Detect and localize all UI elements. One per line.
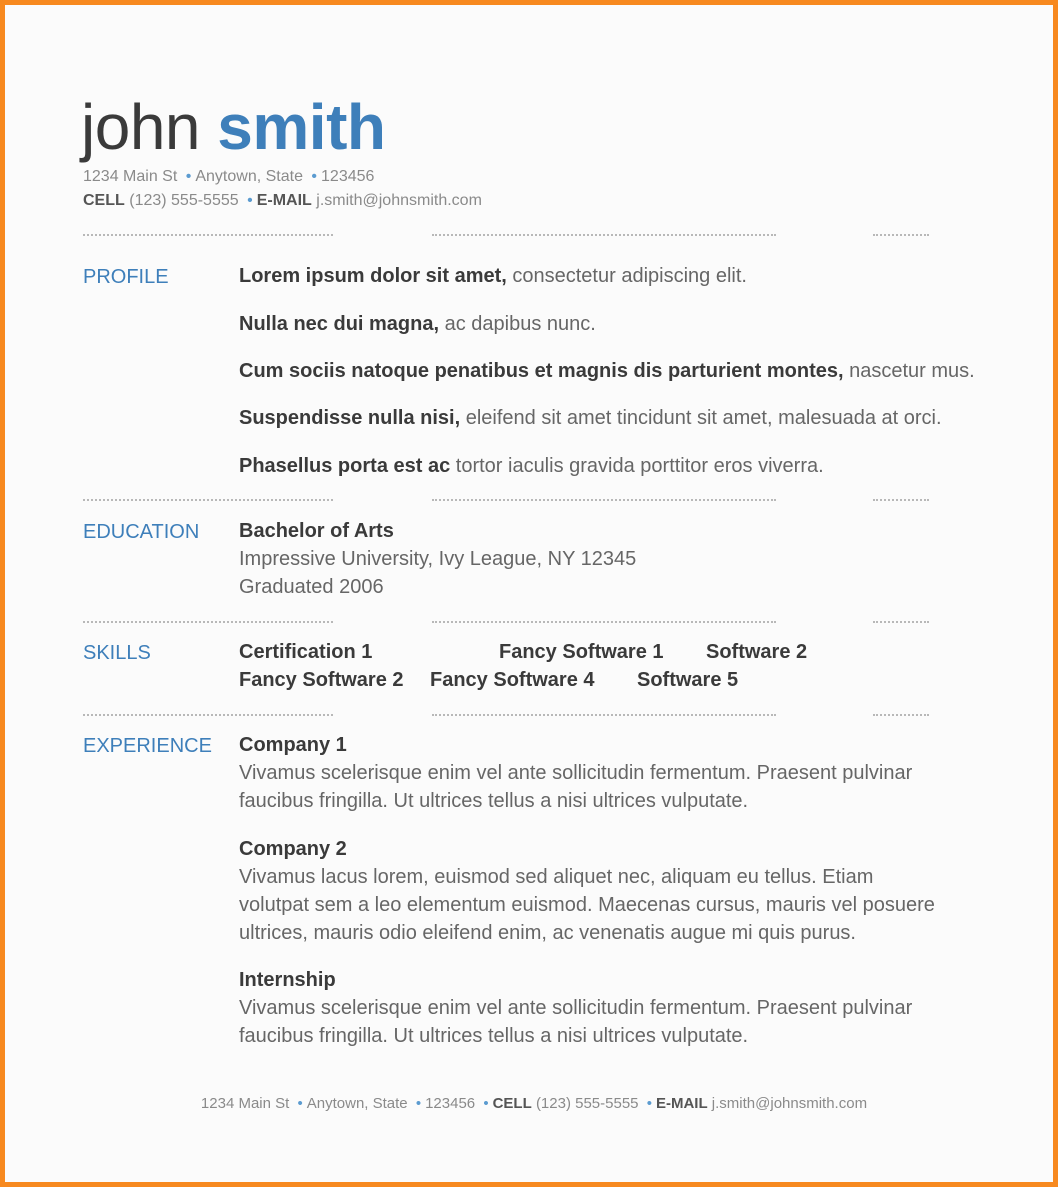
email-address: j.smith@johnsmith.com [316, 192, 482, 209]
footer-contact: 1234 Main St • Anytown, State • 123456 • CELL (123) 555-5555 • E-MAIL j.smith@johnsmith.com [200, 1095, 868, 1112]
email-label: E-MAIL [256, 192, 312, 209]
section-divider [83, 234, 929, 236]
skill-item: Software 2 [706, 641, 808, 663]
profile-item: Cum sociis natoque penatibus et magnis dis parturient montes, nascetur mus. [239, 360, 975, 382]
job-description-line: ultrices, mauris odio eleifend enim, ac venenatis augue mi quis purus. [239, 922, 856, 944]
experience-heading: EXPERIENCE [83, 735, 212, 757]
address: 1234 Main St [83, 168, 178, 185]
skill-item: Certification 1 [239, 641, 373, 663]
cell-number: (123) 555-5555 [129, 192, 239, 209]
job-company: Internship [239, 969, 336, 991]
job-company: Company 1 [239, 734, 347, 756]
job-description-line: faucibus fringilla. Ut ultrices tellus a nisi ultrices vulputate. [239, 1025, 749, 1047]
section-divider [83, 621, 929, 623]
education-degree: Bachelor of Arts [239, 520, 394, 542]
job-description-line: Vivamus scelerisque enim vel ante sollicitudin fermentum. Praesent pulvinar [239, 762, 913, 784]
job-description-line: faucibus fringilla. Ut ultrices tellus a nisi ultrices vulputate. [239, 790, 749, 812]
education-graduated: Graduated 2006 [239, 576, 384, 598]
section-divider [83, 714, 929, 716]
job-description-line: volutpat sem a leo elementum euismod. Maecenas cursus, mauris vel posuere [239, 894, 935, 916]
candidate-name [81, 87, 385, 167]
education-school: Impressive University, Ivy League, NY 12345 [239, 548, 637, 570]
last-name: smith [217, 91, 386, 163]
profile-item: Nulla nec dui magna, ac dapibus nunc. [239, 313, 596, 335]
profile-item: Lorem ipsum dolor sit amet, consectetur adipiscing elit. [239, 265, 747, 287]
skills-heading: SKILLS [83, 642, 151, 664]
zip: 123456 [321, 168, 375, 185]
job-description-line: Vivamus lacus lorem, euismod sed aliquet nec, aliquam eu tellus. Etiam [239, 866, 874, 888]
city: Anytown, State [195, 168, 303, 185]
skill-item: Fancy Software 1 [499, 641, 664, 663]
education-heading: EDUCATION [83, 521, 200, 543]
header-address-line: 1234 Main St • Anytown, State • 123456 [83, 168, 375, 185]
job-description-line: Vivamus scelerisque enim vel ante sollicitudin fermentum. Praesent pulvinar [239, 997, 913, 1019]
header-contact-line: CELL (123) 555-5555 • E-MAIL j.smith@johnsmith.com [83, 192, 482, 209]
skill-item: Fancy Software 2 [239, 669, 404, 691]
cell-label: CELL [83, 192, 125, 209]
section-divider [83, 499, 929, 501]
profile-heading: PROFILE [83, 266, 169, 288]
first-name: john [81, 91, 200, 163]
skill-item: Fancy Software 4 [430, 669, 595, 691]
profile-item: Phasellus porta est ac tortor iaculis gravida porttitor eros viverra. [239, 455, 824, 477]
job-company: Company 2 [239, 838, 347, 860]
profile-item: Suspendisse nulla nisi, eleifend sit amet tincidunt sit amet, malesuada at orci. [239, 407, 942, 429]
skill-item: Software 5 [637, 669, 739, 691]
